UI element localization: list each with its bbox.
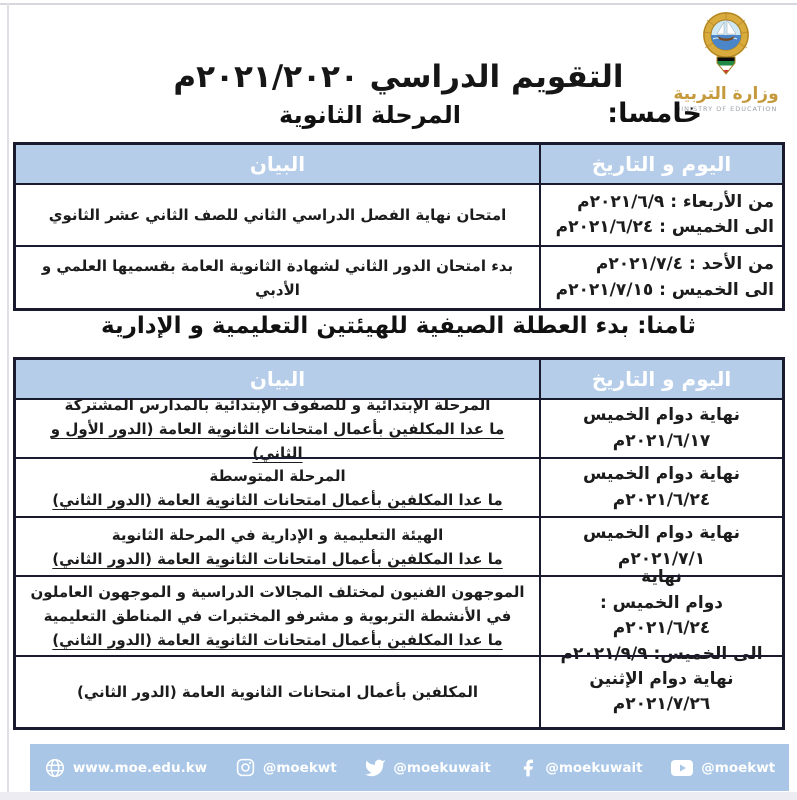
section-five [0,98,797,138]
statement-header: البيان [16,145,539,183]
statement-line: المكلفين بأعمال امتحانات الثانوية العامة (الدور الثاني) [77,683,478,701]
globe-icon [44,757,66,779]
instagram-icon [235,757,256,778]
date-cell [539,400,782,457]
footer-bar [30,744,789,791]
date-line: ٢٠٢١/٧/١م [617,548,706,569]
statement-cell [16,577,539,655]
facebook-icon [518,758,538,778]
date-cell [539,185,782,245]
section-five-label: خامسا: [607,98,702,129]
date-line: نهاية دوام الإثنين [589,668,734,689]
date-cell [539,247,782,308]
footer-website-link[interactable] [44,757,207,779]
ministry-name-english: MINISTRY OF EDUCATION [674,105,778,113]
twitter-icon [364,757,386,779]
section-eight-title: ثامنا: بدء العطلة الصيفية للهيئتين التعليمية و الإدارية [101,313,696,339]
statement-header: البيان [16,360,539,398]
statement-cell [16,395,539,462]
statement-line: بدء امتحان الدور الثاني لشهادة الثانوية العامة بقسميها العلمي و الأدبي [41,256,514,299]
website-url: www.moe.edu.kw [72,759,208,776]
date-line: من الأحد : ٢٠٢١/٧/٤م [595,254,774,274]
statement-cell [16,518,539,575]
statement-cell [16,247,539,308]
secondary-stage-table [13,142,785,311]
day-date-header: اليوم و التاريخ [539,360,782,398]
table-header-row [16,145,782,183]
table-row [16,567,782,664]
footer-facebook-link[interactable] [518,758,642,778]
kuwait-emblem-icon [693,10,759,82]
date-cell [539,567,782,664]
date-line: ٢٠٢١/٧/٢٦م [612,694,711,714]
date-cell [539,657,782,727]
date-cell [539,459,782,516]
statement-line: الموجهون الفنيون لمختلف المجالات الدراسية و الموجهون العاملون [30,583,525,601]
instagram-handle: @moekwt [262,759,337,776]
statement-cell [16,657,539,727]
summer-vacation-table [13,357,785,730]
youtube-handle: @moekwt [701,759,776,776]
statement-line: امتحان نهاية الفصل الدراسي الثاني للصف الثاني عشر الثانوي [48,206,507,224]
statement-line-underlined: ما عدا المكلفين بأعمال امتحانات الثانوية العامة (الدور الثاني) [52,631,503,649]
section-five-title: المرحلة الثانوية [279,101,461,129]
date-line: نهاية دوام الخميس [583,405,740,425]
statement-line-underlined: ما عدا المكلفين بأعمال امتحانات الثانوية العامة (الدور الأول و الثاني) [50,419,505,462]
table-row [16,655,782,727]
day-date-header: اليوم و التاريخ [539,145,782,183]
table-row [16,457,782,516]
youtube-icon [670,758,694,778]
date-line: نهاية [641,567,682,587]
table-row [16,245,782,308]
date-line: من الأربعاء : ٢٠٢١/٦/٩م [577,191,774,212]
table-row [16,395,782,462]
statement-cell [16,185,539,245]
photo-edge-top [0,3,797,5]
footer-twitter-link[interactable] [364,757,490,779]
date-line: الى الخميس : ٢٠٢١/٧/١٥م [555,279,774,300]
statement-line: المرحلة المتوسطة [209,466,346,485]
date-line: الى الخميس : ٢٠٢١/٦/٢٤م [555,217,774,237]
twitter-handle: @moekuwait [393,759,491,776]
footer-youtube-link[interactable] [670,758,775,778]
date-line: نهاية دوام الخميس [583,523,740,543]
ministry-name-arabic: وزارة التربية [673,84,779,104]
photo-edge-bottom [0,792,797,800]
facebook-handle: @moekuwait [545,759,643,776]
table-row [16,183,782,245]
statement-line: في الأنشطة التربوية و مشرفو المختبرات في المناطق التعليمية [43,607,512,625]
date-line: الى الخميس: ٢٠٢١/٩/٩م [560,643,763,664]
statement-cell [16,459,539,516]
statement-line: المرحلة الإبتدائية و للصفوف الإبتدائية بالمدارس المشتركة [64,395,491,414]
statement-line: الهيئة التعليمية و الإدارية في المرحلة الثانوية [111,525,444,544]
date-line: دوام الخميس : ٢٠٢١/٦/٢٤م [599,592,724,638]
date-line: نهاية دوام الخميس [583,464,740,484]
date-line: ٢٠٢١/٦/١٧م [612,430,711,451]
footer-instagram-link[interactable] [235,757,337,778]
statement-line-underlined: ما عدا المكلفين بأعمال امتحانات الثانوية العامة (الدور الثاني) [52,490,503,509]
page-title: التقويم الدراسي ٢٠٢١/٢٠٢٠م [173,58,624,95]
date-line: ٢٠٢١/٦/٢٤م [612,489,711,510]
statement-line-underlined: ما عدا المكلفين بأعمال امتحانات الثانوية العامة (الدور الثاني) [52,549,503,568]
